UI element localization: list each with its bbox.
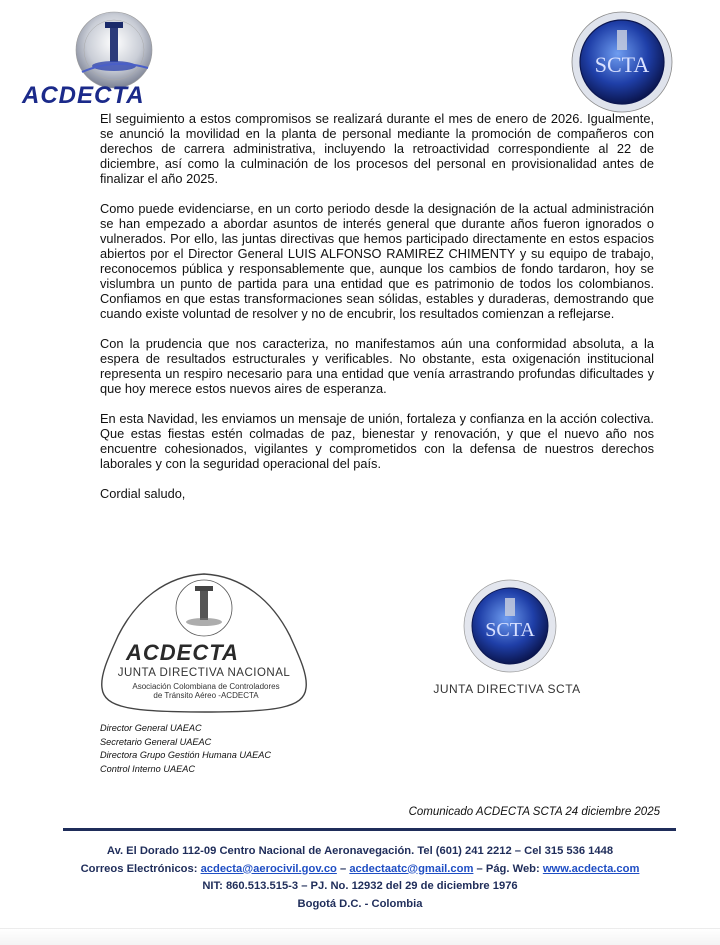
footer-city: Bogotá D.C. - Colombia [297,897,423,910]
scta-seal-label: JUNTA DIRECTIVA SCTA [433,682,581,696]
email-separator: – [339,862,347,875]
footer-divider [63,828,676,831]
footer-contacts [0,861,720,879]
paragraph-1: El seguimiento a estos compromisos se realizará durante el mes de enero de 2026. Igualmente, se anunció la movilidad en la planta de personal mediante la promoción de compañeros con derechos de carrera administrativa, incluyendo la retroactividad correspondiente al 22 de diciembre, así como la culminación de los procesos del personal en provisionalidad antes de finalizar el año 2025. [100,111,654,186]
acdecta-emblem-icon [22,10,194,90]
paragraph-2: Como puede evidenciarse, en un corto periodo desde la designación de la actual administración se han empezado a abordar asuntos de interés general que durante años fueron ignorados o vulnerados. Por ello, las juntas directivas que hemos participado directamente en estos espacios abiertos por el Director General LUIS ALFONSO RAMIREZ CHIMENTY y su equipo de trabajo, reconocemos pública y responsablemente que, aunque los cambios de fondo tardaron, hoy se vislumbra un punto de partida para una entidad que es patrimonio de todos los colombianos. Confiamos en que estas transformaciones sean sólidas, estables y duraderas, demostrando que cuando existe voluntad de resolver y no de encubrir, los resultados comienzan a reflejarse. [100,201,654,321]
scta-seal-icon [418,578,596,682]
stamp-subtitle: Asociación Colombiana de Controladores de Tránsito Aéreo -ACDECTA [132,682,280,700]
footer [0,843,720,913]
svg-text:SCTA: SCTA [485,619,535,641]
email-gmail-link[interactable]: acdectaatc@gmail.com [349,862,474,875]
acdecta-wordmark: ACDECTA [22,82,145,109]
web-label: – Pág. Web: [476,862,540,875]
emails-label: Correos Electrónicos: [80,862,198,875]
acdecta-stamp [96,570,312,714]
stamp-title: JUNTA DIRECTIVA NACIONAL [117,667,291,679]
page-edge [0,928,720,945]
closing-salutation: Cordial saludo, [100,486,186,501]
scta-emblem-icon [570,10,674,114]
acdecta-logo [22,10,194,114]
scta-seal [418,578,596,704]
footer-address: Av. El Dorado 112-09 Centro Nacional de Aeronavegación. Tel (601) 241 2212 – Cel 315 536 1448 [106,845,614,857]
paragraph-4: En esta Navidad, les enviamos un mensaje de unión, fortaleza y confianza en la acción colectiva. Que estas fiestas estén colmadas de paz, bienestar y renovación, y que el nuevo año nos encuentre cohesionados, vigilantes y comprometidos con la defensa de nuestros derechos laborales y con la seguridad operacional del país. [100,411,654,471]
cc-item: Secretario General UAEAC [100,736,212,747]
cc-list [100,722,271,776]
comunicado-reference: Comunicado ACDECTA SCTA 24 diciembre 2025 [408,806,660,818]
svg-text:SCTA: SCTA [594,52,650,77]
paragraph-3: Con la prudencia que nos caracteriza, no manifestamos aún una conformidad absoluta, a la espera de resultados estructurales y verificables. No obstante, esta oxigenación institucional representa un respiro necesario para una entidad que venía arrastrando profundas dificultades y que hoy merece estos nuevos aires de esperanza. [100,336,654,396]
cc-item: Director General UAEAC [100,723,202,733]
stamp-brand: ACDECTA [126,640,239,665]
cc-item: Control Interno UAEAC [100,763,195,774]
footer-nit: NIT: 860.513.515-3 – PJ. No. 12932 del 29 de diciembre 1976 [202,880,518,892]
scta-logo [570,10,674,114]
letter-body [100,111,654,516]
website-link[interactable]: www.acdecta.com [542,862,640,875]
cc-item: Directora Grupo Gestión Humana UAEAC [100,750,272,760]
email-aerocivil-link[interactable]: acdecta@aerocivil.gov.co [200,862,337,875]
